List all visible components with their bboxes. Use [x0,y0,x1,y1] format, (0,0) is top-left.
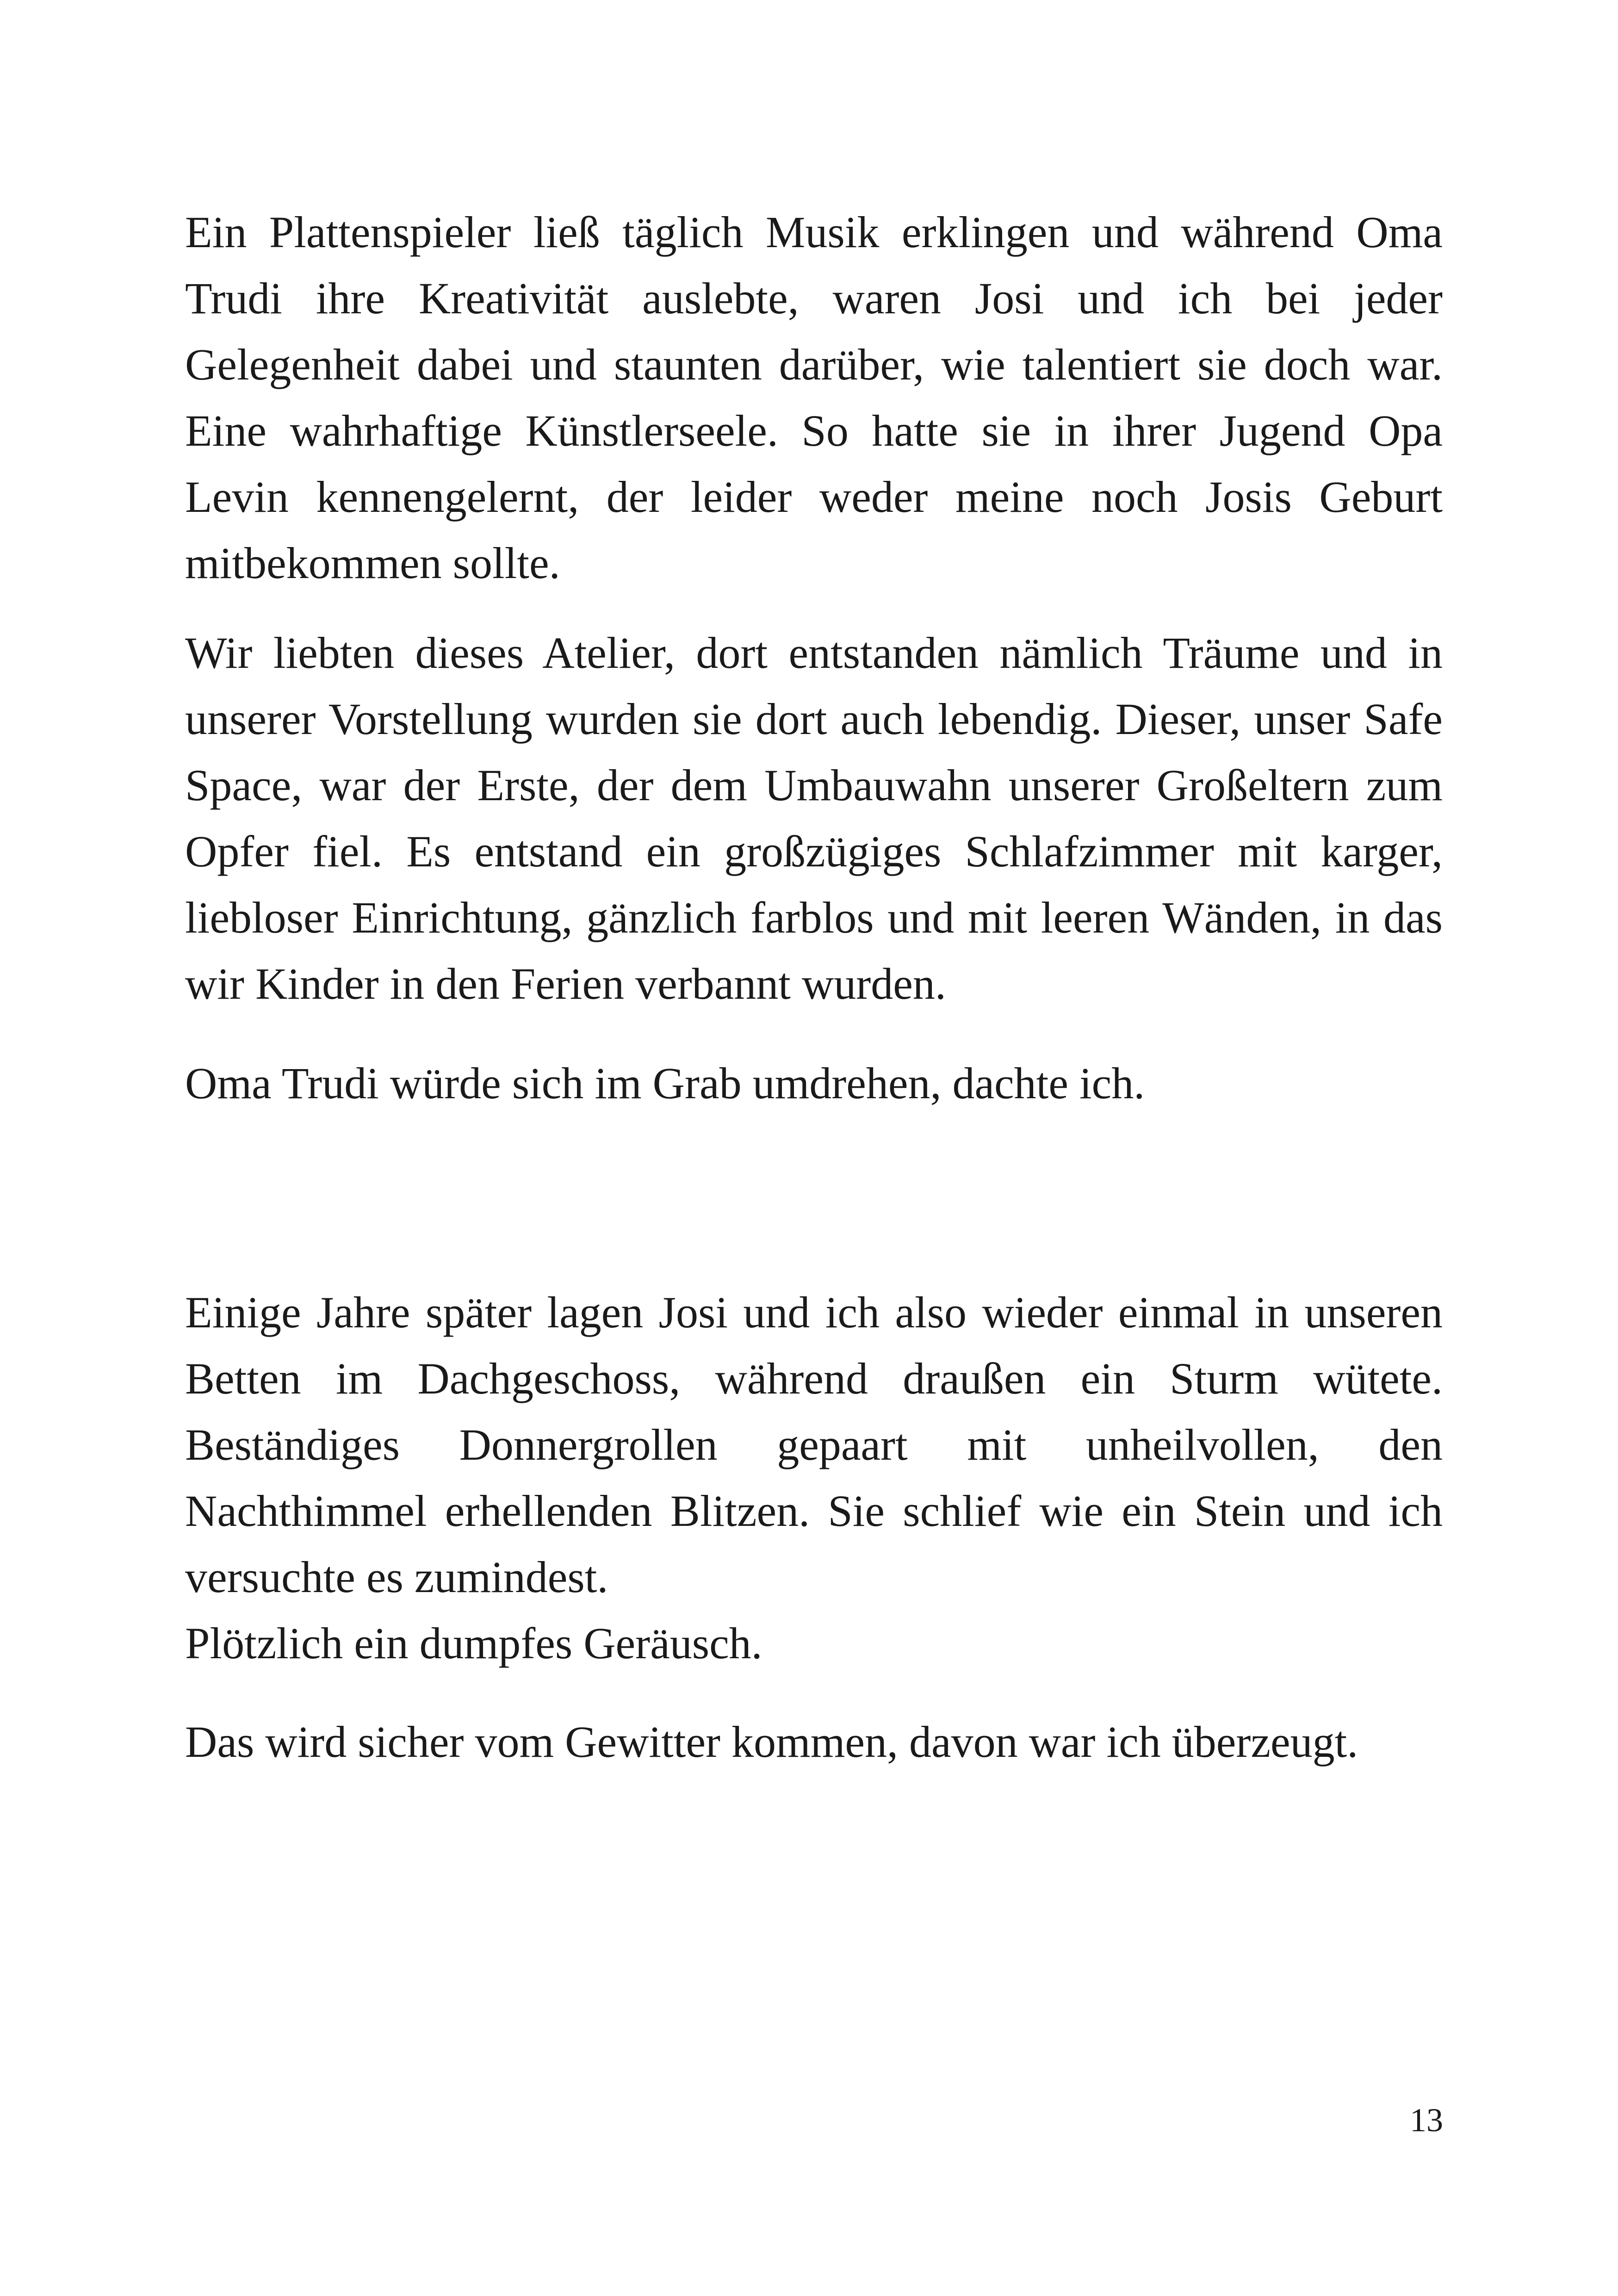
paragraph-text: Oma Trudi würde sich im Grab umdrehen, dachte ich. [185,1058,1145,1108]
paragraph [185,1050,1443,1116]
page-number: 13 [1410,2102,1443,2139]
paragraph [185,1279,1443,1610]
paragraph [185,1709,1443,1775]
paragraph-text: Wir liebten dieses Atelier, dort entstanden nämlich Träume und in unserer Vorstellung wurden sie dort auch lebendig. Dieser, unser Safe Space, war der Erste, der dem Umbauwahn unserer Großeltern zum Opfer fiel. Es entstand ein großzügiges Schlafzimmer mit karger, liebloser Einrichtung, gänzlich farblos und mit leeren Wänden, in das wir Kinder in den Ferien verbannt wurden. [185,628,1443,1008]
paragraph-text: Das wird sicher vom Gewitter kommen, davon war ich überzeugt. [185,1717,1358,1767]
paragraph [185,199,1443,596]
paragraph-text: Plötzlich ein dumpfes Geräusch. [185,1618,763,1668]
paragraph [185,620,1443,1017]
paragraph [185,1610,1443,1676]
paragraph-text: Ein Plattenspieler ließ täglich Musik erklingen und während Oma Trudi ihre Kreativität auslebte, waren Josi und ich bei jeder Gelegenheit dabei und staunten darüber, wie talentiert sie doch war. Eine wahrhaftige Künstlerseele. So hatte sie in ihrer Jugend Opa Levin kennengelernt, der leider weder meine noch Josis Geburt mitbekommen sollte. [185,207,1443,588]
paragraph-text: Einige Jahre später lagen Josi und ich also wieder einmal in unseren Betten im Dachgeschoss, während draußen ein Sturm wütete. Beständiges Donnergrollen gepaart mit unheilvollen, den Nachthimmel erhellenden Blitzen. Sie schlief wie ein Stein und ich versuchte es zumindest. [185,1288,1443,1602]
